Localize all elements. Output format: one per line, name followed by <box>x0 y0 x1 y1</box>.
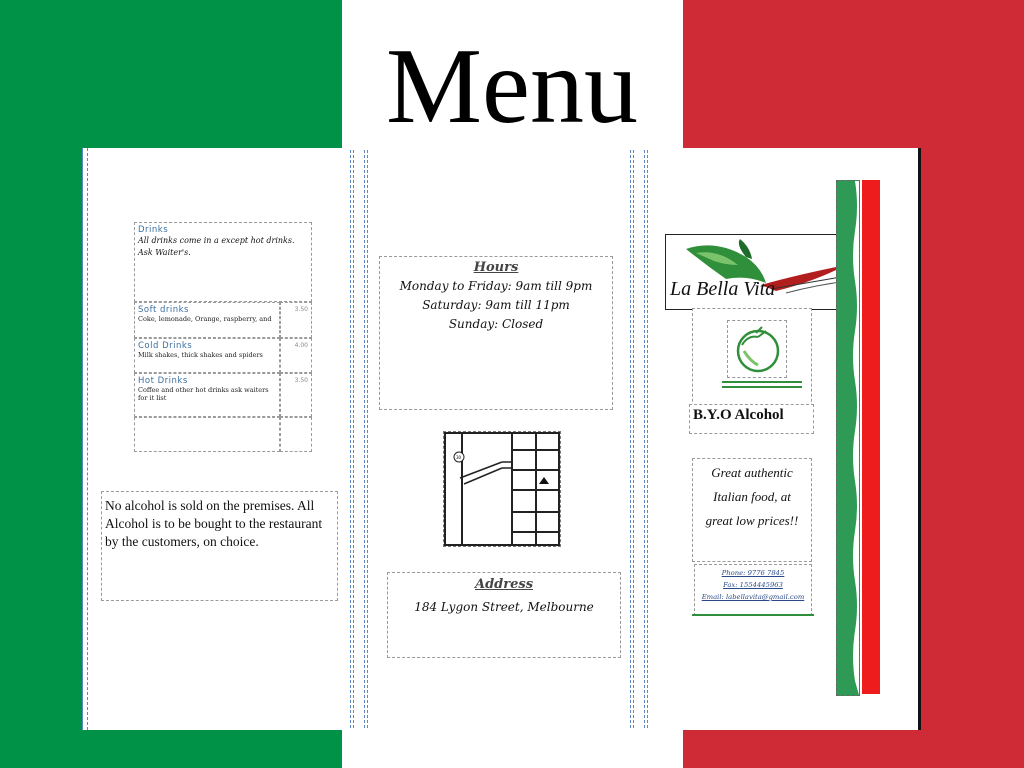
logo-text: La Bella Vita <box>670 278 776 300</box>
drinks-note: All drinks come in a except hot drinks. Ask Waiter's. <box>138 236 295 257</box>
divider <box>722 381 802 383</box>
tagline: Great authentic Italian food, at great low prices!! <box>692 458 812 562</box>
drink-empty-price <box>280 417 312 452</box>
hours-box <box>379 256 613 410</box>
drink-desc: Milk shakes, thick shakes and spiders <box>138 351 263 359</box>
contact-line: Email: labellavita@gmail.com <box>701 593 805 601</box>
drink-desc: Coke, lemonade, Orange, raspberry, and <box>138 315 272 323</box>
slide-title: Menu <box>386 27 638 146</box>
column-guide-2 <box>364 150 368 728</box>
column-guide-1 <box>350 150 354 728</box>
hours-heading: Hours <box>473 260 519 275</box>
svg-text:30: 30 <box>456 455 462 460</box>
column-guide-3 <box>630 150 634 728</box>
drink-item <box>134 302 280 338</box>
contact-box <box>694 564 812 616</box>
byo-label: B.Y.O Alcohol <box>689 404 814 434</box>
street-map-icon <box>443 431 561 547</box>
drink-empty-row <box>134 417 280 452</box>
drinks-intro-box <box>134 222 312 302</box>
drink-name: Soft drinks <box>138 305 189 315</box>
address-heading: Address <box>474 577 534 592</box>
address-text: 184 Lygon Street, Melbourne <box>414 600 594 614</box>
alcohol-notice: No alcohol is sold on the premises. All Alcohol is to be bought to the restaurant by the customers, on choice. <box>101 491 338 601</box>
drink-name: Cold Drinks <box>138 341 193 351</box>
drink-name: Hot Drinks <box>138 376 188 386</box>
red-ribbon <box>860 180 880 694</box>
drink-price: 3.50 <box>280 373 312 417</box>
page-margin-left <box>82 148 88 730</box>
drink-item <box>134 338 280 373</box>
divider <box>692 614 814 616</box>
drink-price: 3.50 <box>280 302 312 338</box>
divider <box>722 386 802 388</box>
drink-item <box>134 373 280 417</box>
green-ribbon <box>836 180 860 696</box>
drinks-heading: Drinks <box>138 225 169 235</box>
address-box <box>387 572 621 658</box>
drink-price: 4.00 <box>280 338 312 373</box>
column-guide-4 <box>644 150 648 728</box>
contact-line: Phone: 9776 7845 <box>721 569 785 577</box>
hours-line: Monday to Friday: 9am till 9pm <box>399 279 593 293</box>
hours-line: Sunday: Closed <box>448 317 544 331</box>
contact-line: Fax: 1554445963 <box>723 581 783 589</box>
brochure-document <box>82 148 921 730</box>
tomato-icon <box>727 320 787 378</box>
drink-desc: Coffee and other hot drinks ask waiters for it list <box>138 386 269 402</box>
hours-line: Saturday: 9am till 11pm <box>422 298 570 312</box>
